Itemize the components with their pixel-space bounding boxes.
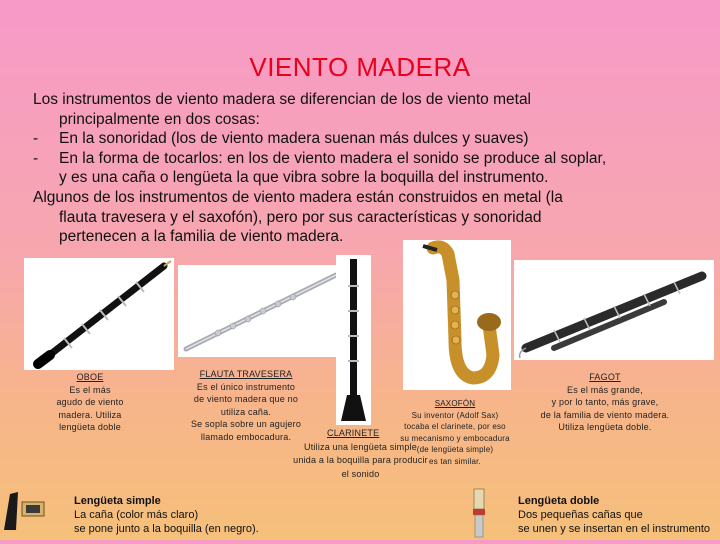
caption-line: el sonido <box>341 468 380 479</box>
caption-line: su mecanismo y embocadura <box>400 433 510 443</box>
lengueta-doble-title: Lengüeta doble <box>518 495 600 507</box>
oboe-caption <box>45 371 135 434</box>
caption-line: Se sopla sobre un agujero <box>190 419 302 429</box>
clarinete-name: CLARINETE <box>327 428 380 438</box>
caption-line: lengüeta doble <box>59 422 121 432</box>
flauta-name: FLAUTA TRAVESERA <box>199 369 293 379</box>
caption-line: Utiliza lengüeta doble. <box>558 422 652 432</box>
caption-line: agudo de viento <box>56 397 124 407</box>
caption-line: Su inventor (Adolf Sax) <box>411 410 499 420</box>
caption-line: Utiliza una lengüeta simple <box>304 441 417 452</box>
caption-line: llamado embocadura. <box>200 431 292 442</box>
lengueta-simple-image <box>0 488 50 533</box>
intro-line: Los instrumentos de viento madera se diferencian de los de viento metal <box>33 91 532 108</box>
caption-line: Es el más grande, <box>567 384 643 395</box>
intro-line: flauta travesera y el saxofón), pero por sus características y sonoridad <box>59 208 542 226</box>
lengueta-doble-text <box>518 494 720 536</box>
bullet-item: - En la sonoridad (los de viento madera suenan más dulces y suaves) <box>33 130 529 148</box>
flauta-image <box>178 265 343 357</box>
fagot-name: FAGOT <box>589 372 621 382</box>
caption-line: Es el más <box>69 384 111 395</box>
slide-title: VIENTO MADERA <box>249 52 471 82</box>
lengueta-doble-line: se unen y se insertan en el instrumento <box>518 523 711 535</box>
caption-line: unida a la boquilla para producir <box>293 455 428 465</box>
bullet-text: En la sonoridad (los de viento madera suenan más dulces y suaves) <box>59 130 529 148</box>
lengueta-doble-image <box>466 487 492 539</box>
saxofon-caption <box>390 398 520 467</box>
lengueta-simple-text <box>74 494 259 536</box>
oboe-name: OBOE <box>76 372 104 382</box>
intro-line: principalmente en dos cosas: <box>59 110 260 128</box>
lengueta-simple-line: se pone junto a la boquilla (en negro). <box>74 523 259 535</box>
caption-line: tocaba el clarinete, por eso <box>404 422 506 431</box>
fagot-image <box>514 260 714 360</box>
saxofon-image <box>403 240 511 390</box>
caption-line: es tan similar. <box>429 456 481 466</box>
intro-line: Algunos de los instrumentos de viento madera están construidos en metal (la <box>33 188 563 206</box>
caption-line: (de lengüeta simple) <box>416 445 494 454</box>
caption-line: de viento madera que no <box>193 394 299 404</box>
caption-line: utiliza caña. <box>220 406 272 417</box>
lengueta-doble-line: Dos pequeñas cañas que <box>518 509 643 521</box>
clarinete-image <box>336 255 371 425</box>
oboe-image <box>24 258 174 370</box>
lengueta-simple-title: Lengüeta simple <box>74 495 161 507</box>
bullet-text: En la forma de tocarlos: en los de viento madera el sonido se produce al soplar, <box>59 149 607 167</box>
bullet-item: - En la forma de tocarlos: en los de viento madera el sonido se produce al soplar, <box>33 149 607 167</box>
intro-line: y es una caña o lengüeta la que vibra sobre la boquilla del instrumento. <box>59 169 549 187</box>
caption-line: Es el único instrumento <box>196 381 296 392</box>
lengueta-simple-line: La caña (color más claro) <box>74 509 199 521</box>
caption-line: y por lo tanto, más grave, <box>551 397 659 407</box>
intro-line: pertenecen a la familia de viento madera. <box>59 228 344 246</box>
saxofon-name: SAXOFÓN <box>434 399 476 408</box>
fagot-caption <box>530 371 680 434</box>
caption-line: de la familia de viento madera. <box>540 409 670 420</box>
intro-text <box>33 90 703 247</box>
caption-line: madera. Utiliza <box>58 409 122 420</box>
